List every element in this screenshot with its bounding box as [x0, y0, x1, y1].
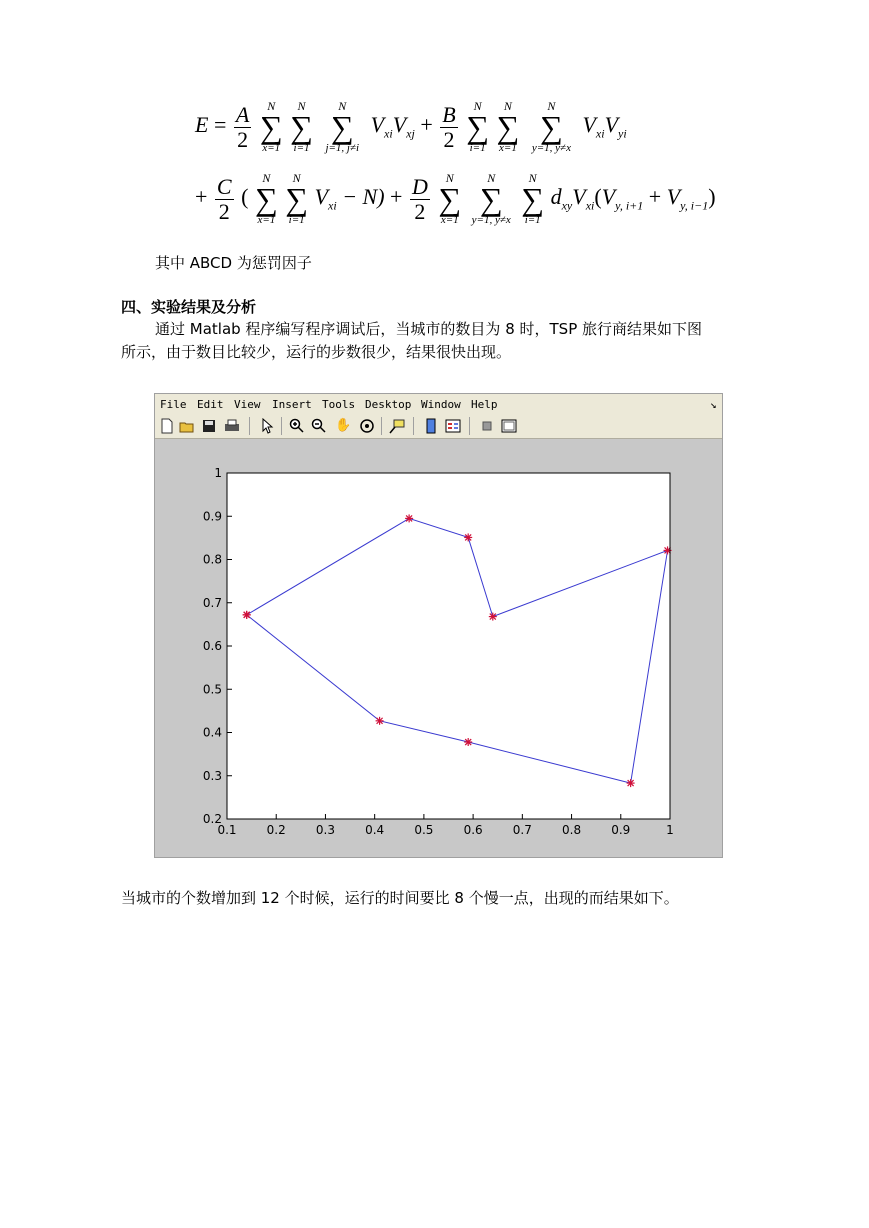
eq-minus-N: − N) [336, 184, 385, 210]
eq-sub: xi [328, 198, 337, 213]
eq-V: V [572, 184, 586, 210]
x-tick-label: 0.6 [463, 823, 483, 837]
print-icon[interactable] [223, 418, 239, 434]
eq-sub: xi [585, 198, 595, 213]
frac-denominator: 2 [443, 126, 455, 152]
zoom-out-icon[interactable] [311, 418, 327, 434]
fraction-C-over-2 [215, 175, 234, 224]
menu-desktop[interactable]: Desktop [365, 398, 412, 411]
sum-operator: N ∑ i=1 [285, 171, 309, 226]
y-tick-label: 0.8 [202, 552, 222, 567]
y-tick-label: 0.2 [202, 812, 222, 826]
toolbar-separator [249, 417, 250, 435]
eq-V: V [601, 184, 616, 210]
x-tick-label: 1 [666, 823, 674, 837]
city-marker [405, 514, 413, 522]
eq-sub: y, i−1 [680, 198, 709, 213]
menu-edit[interactable]: Edit [197, 398, 224, 411]
eq-plus: + [420, 112, 433, 138]
toolbar-separator [469, 417, 470, 435]
eq-V: V [666, 184, 681, 210]
x-tick-label: 0.4 [365, 823, 385, 837]
x-tick-label: 0.7 [512, 823, 532, 837]
y-tick-label: 1 [214, 466, 222, 480]
rotate-3d-icon[interactable] [359, 418, 375, 434]
sum-operator: N ∑ y=1, y≠x [531, 99, 571, 154]
x-tick-label: 0.2 [266, 823, 286, 837]
y-tick-label: 0.9 [202, 509, 222, 524]
menu-view[interactable]: View [234, 398, 261, 411]
paragraph-line: 通过 Matlab 程序编写程序调试后，当城市的数目为 8 时，TSP 旅行商结果如下图 [155, 320, 703, 338]
figure-toolbar [155, 414, 722, 439]
menu-window[interactable]: Window [421, 398, 461, 411]
eq-V: V [582, 112, 596, 138]
frac-numerator: D [411, 173, 428, 199]
eq-symbol-E: E [195, 112, 209, 138]
axes-background [227, 473, 670, 819]
city-marker [489, 613, 497, 621]
eq-sub: y, i+1 [615, 198, 644, 213]
frac-denominator: 2 [218, 198, 230, 224]
new-file-icon[interactable] [159, 418, 175, 434]
menu-help[interactable]: Help [471, 398, 498, 411]
y-tick-label: 0.6 [202, 639, 222, 653]
y-tick-label: 0.5 [202, 682, 222, 697]
city-marker [627, 779, 635, 787]
sum-operator: N ∑ y=1, y≠x [471, 171, 511, 226]
toolbar-separator [413, 417, 414, 435]
energy-equation-line-1 [195, 100, 627, 154]
menu-insert[interactable]: Insert [272, 398, 312, 411]
legend-icon[interactable] [445, 418, 461, 434]
eq-sub: xy [561, 198, 573, 213]
show-plot-tools-icon[interactable] [501, 418, 517, 434]
eq-sub: xi [595, 126, 605, 141]
city-marker [243, 611, 251, 619]
city-marker [464, 738, 472, 746]
sum-operator: N ∑ x=1 [259, 99, 283, 154]
fraction-A-over-2 [234, 103, 251, 152]
y-tick-label: 0.3 [202, 768, 222, 783]
eq-plus: + [643, 184, 667, 210]
paragraph-line: 当城市的个数增加到 12 个时候，运行的时间要比 8 个慢一点，出现的而结果如下。 [121, 889, 679, 907]
city-marker [464, 533, 472, 541]
eq-d: d [550, 184, 562, 210]
eq-close-paren: ) [708, 184, 716, 210]
section-heading: 四、实验结果及分析 [121, 298, 257, 316]
eq-equals: = [213, 112, 227, 138]
sum-operator: N ∑ j=1, j≠i [325, 99, 360, 154]
save-icon[interactable] [201, 418, 217, 434]
toolbar-separator [381, 417, 382, 435]
toolbar-separator [281, 417, 282, 435]
y-tick-label: 0.4 [202, 725, 222, 740]
penalty-factor-note: 其中 ABCD 为惩罚因子 [155, 254, 312, 272]
matlab-figure-window [154, 393, 723, 858]
y-tick-label: 0.7 [202, 595, 222, 610]
eq-open-paren: ( [594, 184, 602, 210]
eq-V: V [370, 112, 385, 138]
city-marker [376, 717, 384, 725]
x-tick-label: 0.1 [217, 823, 237, 837]
eq-V: V [314, 184, 329, 210]
plot-canvas [155, 438, 722, 857]
eq-sub: xi [384, 126, 393, 141]
menu-tools[interactable]: Tools [322, 398, 356, 411]
pan-hand-icon[interactable]: ✋ [335, 418, 352, 433]
sum-operator: N ∑ i=1 [290, 99, 313, 154]
sum-operator: N ∑ x=1 [496, 99, 520, 154]
frac-numerator: C [216, 173, 232, 199]
menu-file[interactable]: File [160, 398, 187, 411]
frac-numerator: A [235, 101, 250, 127]
eq-plus: + [390, 184, 403, 210]
frac-denominator: 2 [414, 198, 426, 224]
colorbar-icon[interactable] [423, 418, 439, 434]
frac-numerator: B [442, 101, 456, 127]
fraction-D-over-2 [410, 175, 430, 224]
sum-operator: N ∑ x=1 [438, 171, 462, 226]
zoom-in-icon[interactable] [289, 418, 305, 434]
eq-plus: + [195, 184, 208, 210]
data-cursor-icon[interactable] [389, 418, 405, 434]
x-tick-label: 0.8 [562, 823, 582, 837]
x-tick-label: 0.3 [315, 823, 335, 837]
frac-denominator: 2 [237, 126, 249, 152]
x-tick-label: 0.9 [611, 823, 631, 837]
hide-plot-tools-icon[interactable] [479, 418, 495, 434]
fraction-B-over-2 [440, 103, 457, 152]
pointer-arrow-icon[interactable] [259, 418, 275, 434]
sum-operator: N ∑ x=1 [254, 171, 278, 226]
sum-operator: N ∑ i=1 [466, 99, 490, 154]
open-folder-icon[interactable] [179, 418, 195, 434]
sum-operator: N ∑ i=1 [521, 171, 545, 226]
eq-V: V [604, 112, 619, 138]
eq-V: V [392, 112, 407, 138]
x-tick-label: 0.5 [414, 823, 434, 837]
paragraph-line: 所示，由于数目比较少，运行的步数很少，结果很快出现。 [121, 343, 512, 361]
eq-sub: yi [618, 126, 627, 141]
eq-sub: xj [406, 126, 415, 141]
figure-menubar [155, 394, 722, 415]
energy-equation-line-2 [195, 172, 716, 226]
eq-lparen: ( [241, 184, 249, 210]
dock-arrow-icon[interactable]: ↘ [710, 398, 717, 411]
